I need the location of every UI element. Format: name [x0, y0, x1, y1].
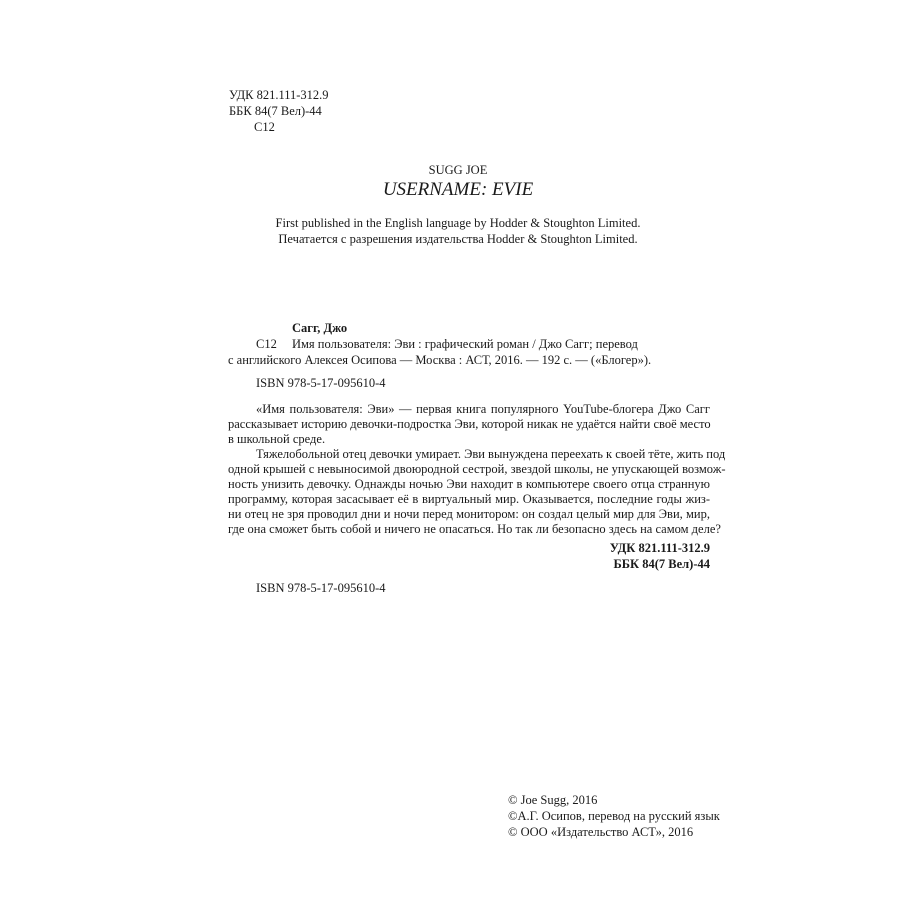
footer-udk: УДК 821.111-312.9	[609, 541, 710, 555]
annotation-line: «Имя пользователя: Эви» — первая книга популярного YouTube-блогера Джо Сагг	[256, 402, 710, 416]
udk-code: УДК 821.111-312.9	[229, 88, 329, 102]
footer-bbk: ББК 84(7 Вел)-44	[613, 557, 710, 571]
original-title: USERNAME: EVIE	[382, 179, 534, 200]
catalog-sign: С12	[256, 337, 277, 351]
annotation-line: в школьной среде.	[228, 432, 326, 446]
catalog-author: Сагг, Джо	[292, 321, 348, 335]
copyright-publisher: © ООО «Издательство АСТ», 2016	[508, 825, 694, 839]
annotation-line: программу, которая засасывает её в виртуальный мир. Оказывается, последние годы жиз-	[228, 492, 710, 506]
copyright-translator: ©А.Г. Осипов, перевод на русский язык	[508, 809, 720, 823]
annotation-line: Тяжелобольной отец девочки умирает. Эви вынуждена переехать к своей тёте, жить под	[256, 447, 726, 461]
catalog-isbn: ISBN 978-5-17-095610-4	[256, 376, 386, 390]
isbn-bottom: ISBN 978-5-17-095610-4	[256, 581, 386, 595]
annotation-line: ность унизить девочку. Однажды ночью Эви находит в компьютере своего отца странную	[228, 477, 710, 491]
copyright-author: © Joe Sugg, 2016	[508, 793, 598, 807]
original-author: SUGG JOE	[428, 163, 488, 177]
annotation-line: ни отец не зря проводил дни и ночи перед монитором: он создал целый мир для Эви, мир,	[228, 507, 710, 521]
catalog-title-line: Имя пользователя: Эви : графический роман / Джо Сагг; перевод	[292, 337, 638, 351]
catalog-imprint-line: с английского Алексея Осипова — Москва : АСТ, 2016. — 192 с. — («Блогер»).	[228, 353, 652, 367]
bbk-code: ББК 84(7 Вел)-44	[229, 104, 322, 118]
annotation-line: рассказывает историю девочки-подростка Эви, которой никак не удаётся найти своё место	[228, 417, 711, 431]
author-sign: С12	[254, 120, 275, 134]
annotation-line: одной крышей с невыносимой двоюродной сестрой, звездой школы, не упускающей возмож-	[228, 462, 726, 476]
rights-russian: Печатается с разрешения издательства Hodder & Stoughton Limited.	[278, 232, 638, 246]
annotation-line: где она сможет быть собой и ничего не опасаться. Но так ли безопасно здесь на самом деле?	[228, 522, 721, 536]
rights-english: First published in the English language by Hodder & Stoughton Limited.	[275, 216, 641, 230]
